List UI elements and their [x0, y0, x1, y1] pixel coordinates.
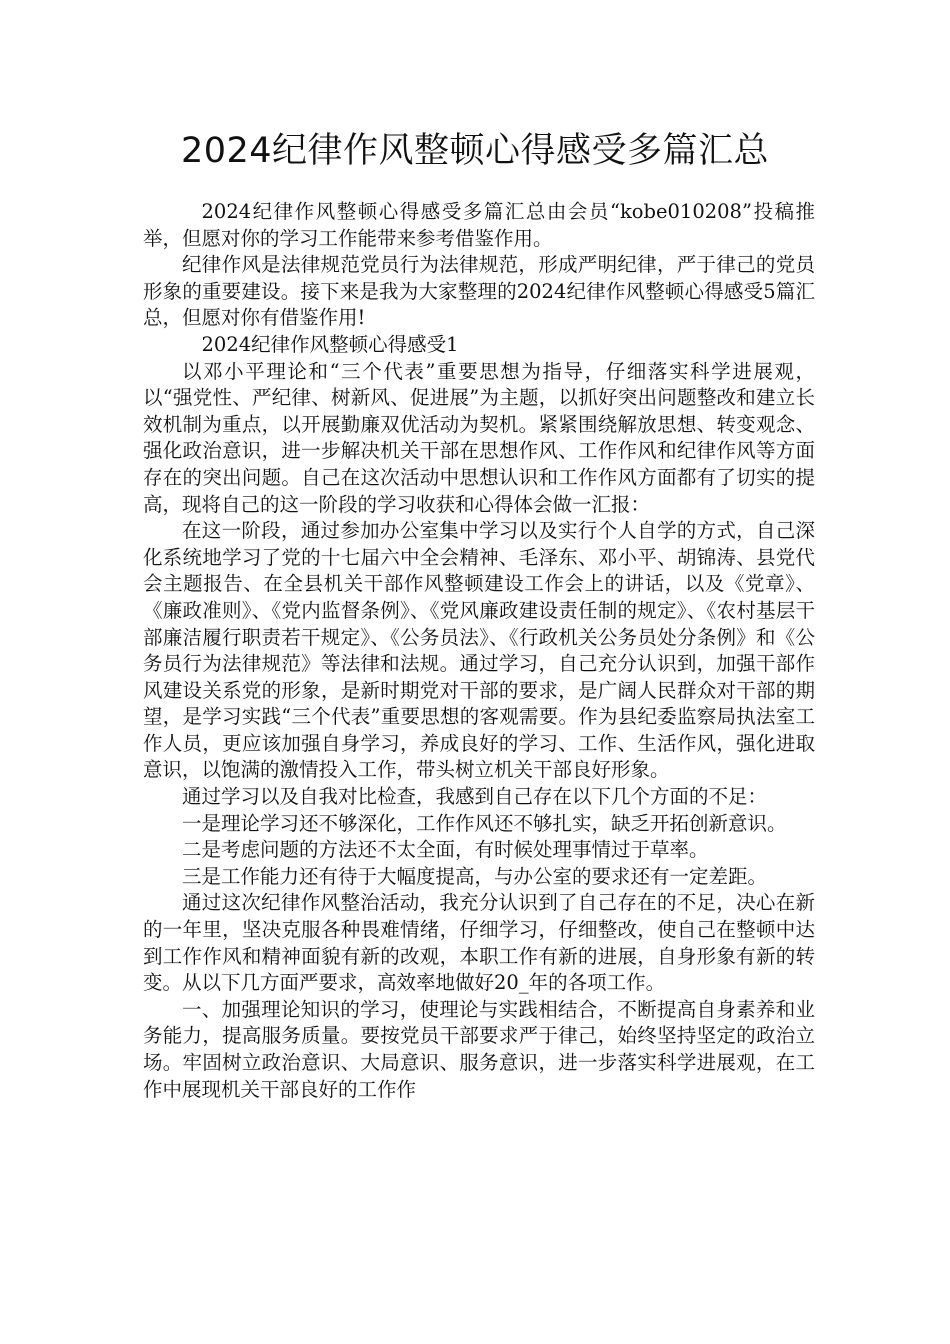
- body-paragraph: 通过这次纪律作风整治活动，我充分认识到了自己存在的不足，决心在新的一年里，坚决克服各种畏难情绪，仔细学习，仔细整改，使自己在整顿中达到工作作风和精神面貌有新的改观，本职工作有新的进展，自身形象有新的转变。从以下几方面严要求，高效率地做好20_年的各项工作。: [143, 891, 815, 995]
- section-heading: 2024纪律作风整顿心得感受1: [201, 332, 459, 356]
- list-paragraph: 三是工作能力还有待于大幅度提高，与办公室的要求还有一定差距。: [182, 864, 768, 888]
- body-paragraph: 一、加强理论知识的学习，使理论与实践相结合，不断提高自身素养和业务能力，提高服务质量。要按党员干部要求严于律己，始终坚持坚定的政治立场。牢固树立政治意识、大局意识、服务意识，进一步落实科学进展观，在工作中展现机关干部良好的工作作: [143, 997, 815, 1101]
- list-paragraph: 一是理论学习还不够深化，工作作风还不够扎实，缺乏开拓创新意识。: [182, 811, 787, 835]
- document-body: [143, 199, 815, 1103]
- document-title: 2024纪律作风整顿心得感受多篇汇总: [180, 131, 770, 171]
- summary-paragraph: 纪律作风是法律规范党员行为法律规范，形成严明纪律，严于律己的党员形象的重要建设。接下来是我为大家整理的2024纪律作风整顿心得感受5篇汇总，但愿对你有借鉴作用!: [143, 253, 815, 330]
- body-paragraph: 通过学习以及自我对比检查，我感到自己存在以下几个方面的不足：: [182, 785, 768, 809]
- intro-paragraph: 2024纪律作风整顿心得感受多篇汇总由会员“kobe010208”投稿推举，但愿对你的学习工作能带来参考借鉴作用。: [143, 200, 815, 250]
- list-paragraph: 二是考虑问题的方法还不太全面，有时候处理事情过于草率。: [182, 838, 709, 862]
- body-paragraph: 在这一阶段，通过参加办公室集中学习以及实行个人自学的方式，自己深化系统地学习了党的十七届六中全会精神、毛泽东、邓小平、胡锦涛、县党代会主题报告、在全县机关干部作风整顿建设工作会上的讲话，以及《党章》、《廉政准则》、《党内监督条例》、《党风廉政建设责任制的规定》、《农村基层干部廉洁履行职责若干规定》、《公务员法》、《行政机关公务员处分条例》和《公务员行为法律规范》等法律和法规。通过学习，自己充分认识到，加强干部作风建设关系党的形象，是新时期党对干部的要求，是广阔人民群众对干部的期望，是学习实践“三个代表”重要思想的客观需要。作为县纪委监察局执法室工作人员，更应该加强自身学习，养成良好的学习、工作、生活作风，强化进取意识，以饱满的激情投入工作，带头树立机关干部良好形象。: [143, 519, 815, 782]
- body-paragraph: 以邓小平理论和“三个代表”重要思想为指导，仔细落实科学进展观，以“强党性、严纪律、树新风、促进展”为主题，以抓好突出问题整改和建立长效机制为重点，以开展勤廉双优活动为契机。紧紧围绕解放思想、转变观念、强化政治意识，进一步解决机关干部在思想作风、工作作风和纪律作风等方面存在的突出问题。自己在这次活动中思想认识和工作作风方面都有了切实的提高，现将自己的这一阶段的学习收获和心得体会做一汇报：: [143, 359, 815, 516]
